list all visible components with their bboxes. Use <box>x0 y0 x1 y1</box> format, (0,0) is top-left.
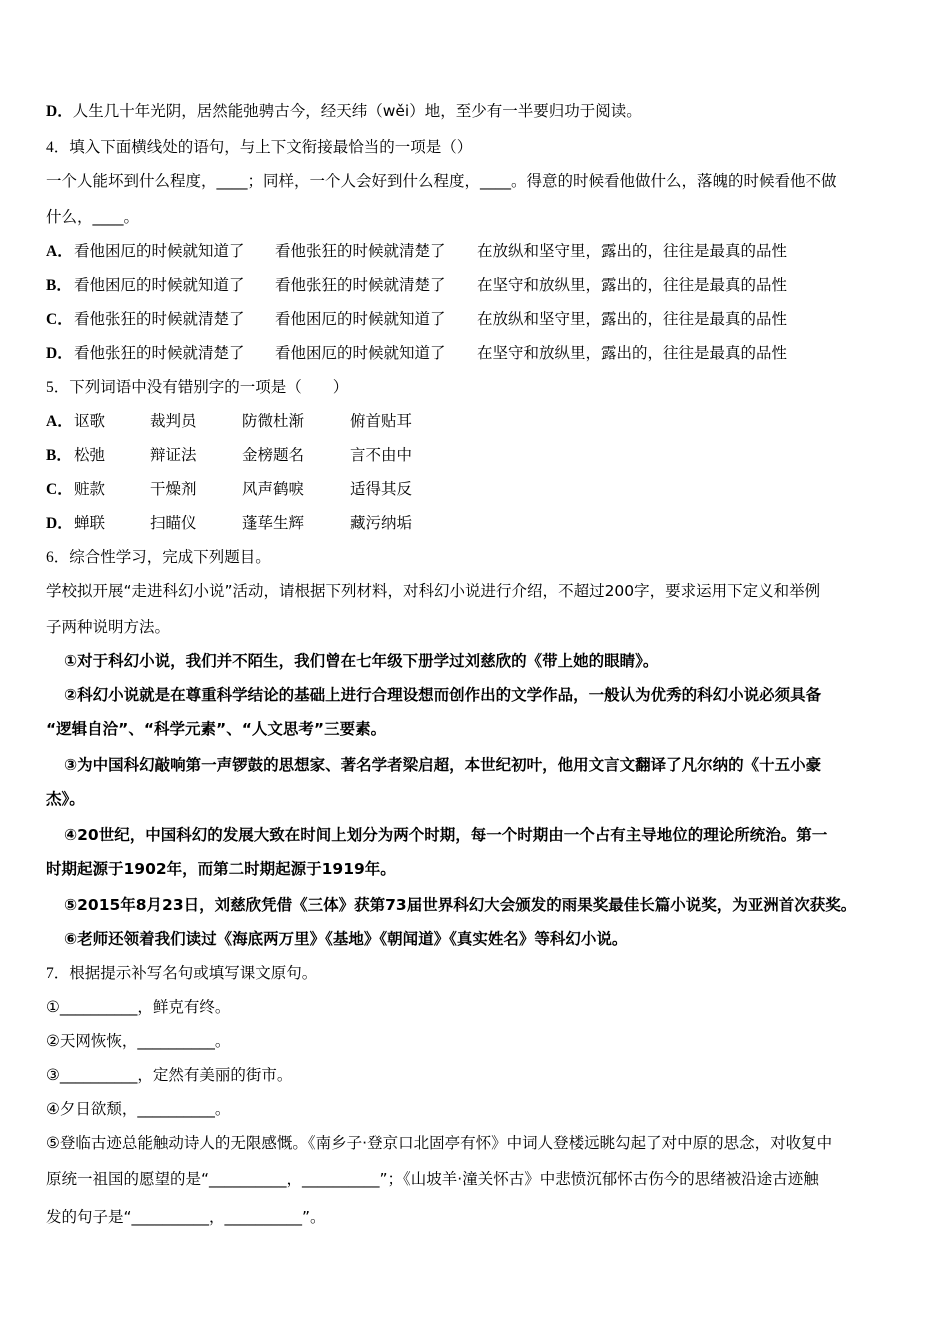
option-label: C． <box>46 481 73 498</box>
text-line <box>46 1169 819 1189</box>
line-text: ④20世纪，中国科幻的发展大致在时间上划分为两个时期，每一个时期由一个占有主导地位的理论所统治。第一 <box>64 826 828 844</box>
text-line <box>64 895 856 915</box>
text-line <box>46 963 317 984</box>
line-text: 杰》。 <box>46 790 85 808</box>
text-line <box>46 309 788 330</box>
option-word: 干燥剂 <box>150 480 197 498</box>
line-text: ⑤登临古迹总能触动诗人的无限感慨。《南乡子·登京口北固亭有怀》中词人登楼远眺勾起了对中原的思念，对收复中 <box>46 1134 833 1152</box>
text-line <box>46 1099 230 1119</box>
option-word: 防微杜渐 <box>242 412 305 430</box>
line-text: ⑥老师还领着我们读过《海底两万里》《基地》《朝闻道》《真实姓名》等科幻小说。 <box>64 930 628 948</box>
text-line <box>46 207 139 227</box>
text-line <box>46 997 230 1017</box>
question-number: 6． <box>46 549 70 566</box>
option-label: A． <box>46 413 73 430</box>
option-label: C． <box>46 311 73 328</box>
option-clause: 看他困厄的时候就知道了 <box>275 310 446 328</box>
option-clause: 看他张狂的时候就清楚了 <box>275 276 446 294</box>
text-line <box>64 929 627 949</box>
text-line <box>46 445 413 466</box>
option-label: B． <box>46 277 72 294</box>
line-text: 综合性学习，完成下列题目。 <box>69 548 271 566</box>
option-label: D． <box>46 515 73 532</box>
option-word: 辩证法 <box>150 446 197 464</box>
text-line <box>46 1065 292 1085</box>
text-line <box>46 137 472 158</box>
text-line <box>46 789 85 809</box>
text-line <box>64 755 821 775</box>
text-line <box>46 859 396 879</box>
text-line <box>46 343 788 364</box>
line-text: ①__________，鲜克有终。 <box>46 998 231 1016</box>
line-text: ②科幻小说就是在尊重科学结论的基础上进行合理设想而创作出的文学作品，一般认为优秀的科幻小说必须具备 <box>64 686 822 704</box>
line-text: 填入下面横线处的语句，与上下文衔接最恰当的一项是（） <box>69 138 473 156</box>
option-word: 松弛 <box>74 446 106 464</box>
option-word: 金榜题名 <box>242 446 305 464</box>
line-text: 下列词语中没有错别字的一项是（ ） <box>69 378 349 396</box>
text-line <box>46 1133 832 1153</box>
option-clause: 在放纵和坚守里，露出的，往往是最真的品性 <box>477 310 788 328</box>
option-clause: 看他困厄的时候就知道了 <box>275 344 446 362</box>
line-text: “逻辑自洽”、“科学元素”、“人文思考”三要素。 <box>46 720 387 738</box>
option-clause: 在坚守和放纵里，露出的，往往是最真的品性 <box>477 344 788 362</box>
option-word: 裁判员 <box>150 412 197 430</box>
text-line <box>46 547 271 568</box>
text-line <box>46 479 413 500</box>
option-word: 俯首贴耳 <box>350 412 413 430</box>
option-clause: 在放纵和坚守里，露出的，往往是最真的品性 <box>477 242 788 260</box>
question-number: 4． <box>46 139 70 156</box>
text-line <box>46 275 788 296</box>
question-number: 7． <box>46 965 70 982</box>
line-text: ④夕日欲颓，__________。 <box>46 1100 231 1118</box>
text-line <box>64 825 827 845</box>
text-line <box>46 377 348 398</box>
line-text: 子两种说明方法。 <box>46 618 171 636</box>
line-text: 根据提示补写名句或填写课文原句。 <box>69 964 318 982</box>
line-text: 学校拟开展“走进科幻小说”活动，请根据下列材料，对科幻小说进行介绍，不超过200字，要求运用下定义和举例 <box>46 582 821 600</box>
text-line <box>64 685 821 705</box>
line-text: ①对于科幻小说，我们并不陌生，我们曾在七年级下册学过刘慈欣的《带上她的眼睛》。 <box>64 652 659 670</box>
option-word: 适得其反 <box>350 480 413 498</box>
option-word: 藏污纳垢 <box>350 514 413 532</box>
text-line <box>46 1207 326 1227</box>
text-line <box>64 651 658 671</box>
line-text: ②天网恢恢，__________。 <box>46 1032 231 1050</box>
line-text: ⑤2015年8月23日，刘慈欣凭借《三体》获第73届世界科幻大会颁发的雨果奖最佳长篇小说奖，为亚洲首次获奖。 <box>64 896 857 914</box>
text-line <box>46 241 788 262</box>
option-clause: 看他困厄的时候就知道了 <box>74 242 245 260</box>
line-text: 发的句子是“__________，__________”。 <box>46 1208 326 1226</box>
text-line <box>46 513 413 534</box>
text-line <box>46 101 642 122</box>
option-word: 讴歌 <box>74 412 106 430</box>
line-text: 一个人能坏到什么程度，____；同样，一个人会好到什么程度，____。得意的时候看他做什么，落魄的时候看他不做 <box>46 172 837 190</box>
text-line <box>46 617 170 637</box>
option-word: 蓬荜生辉 <box>242 514 305 532</box>
line-text: 什么，____。 <box>46 208 140 226</box>
text-line <box>46 581 820 601</box>
option-label: D． <box>46 345 73 362</box>
line-text: ③为中国科幻敲响第一声锣鼓的思想家、著名学者梁启超，本世纪初叶，他用文言文翻译了凡尔纳的《十五小豪 <box>64 756 822 774</box>
option-word: 风声鹤唳 <box>242 480 305 498</box>
text-line <box>46 1031 230 1051</box>
question-number: 5． <box>46 379 70 396</box>
option-clause: 看他困厄的时候就知道了 <box>74 276 245 294</box>
text-line <box>46 411 413 432</box>
line-text: 时期起源于1902年，而第二时期起源于1919年。 <box>46 860 396 878</box>
option-word: 蝉联 <box>74 514 106 532</box>
option-word: 扫瞄仪 <box>150 514 197 532</box>
option-word: 言不由中 <box>350 446 413 464</box>
text-line <box>46 171 837 191</box>
option-word: 赃款 <box>74 480 106 498</box>
line-text: 人生几十年光阴，居然能弛骋古今，经天纬（wěi）地，至少有一半要归功于阅读。 <box>72 102 642 120</box>
text-line <box>46 719 386 739</box>
option-clause: 看他张狂的时候就清楚了 <box>74 344 245 362</box>
option-clause: 看他张狂的时候就清楚了 <box>275 242 446 260</box>
option-label: D． <box>46 103 73 120</box>
option-clause: 看他张狂的时候就清楚了 <box>74 310 245 328</box>
option-clause: 在坚守和放纵里，露出的，往往是最真的品性 <box>477 276 788 294</box>
option-label: A． <box>46 243 73 260</box>
line-text: ③__________，定然有美丽的街市。 <box>46 1066 293 1084</box>
line-text: 原统一祖国的愿望的是“__________，__________”；《山坡羊·潼关怀古》中悲愤沉郁怀古伤今的思绪被沿途古迹触 <box>46 1170 819 1188</box>
option-label: B． <box>46 447 72 464</box>
